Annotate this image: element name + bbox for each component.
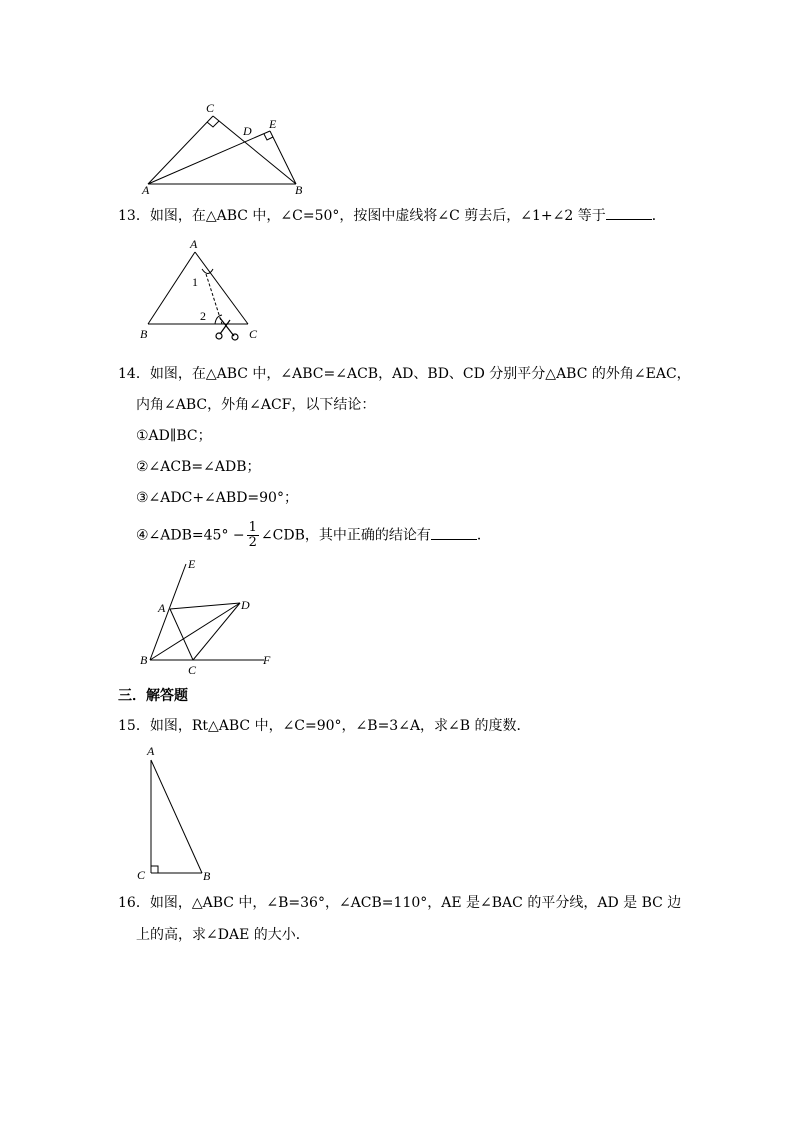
c4-pre: ④∠ADB=45° <box>136 527 229 544</box>
q13-text: 13．如图，在△ABC 中，∠C=50°，按图中虚线将∠C 剪去后，∠1+∠2 等于 <box>118 208 606 224</box>
fraction-numerator: 1 <box>248 520 257 535</box>
c4-sign: − <box>232 527 245 544</box>
answer-blank <box>431 527 477 540</box>
figure-q12-triangle <box>138 98 318 198</box>
conclusion-3: ③∠ADC+∠ABD=90°； <box>136 490 298 506</box>
c4-end: ． <box>476 527 491 544</box>
question-14-line-1: 14．如图，在△ABC 中，∠ABC=∠ACB，AD、BD、CD 分别平分△ABC 的外角∠EAC， <box>118 366 691 382</box>
c4-post: ∠CDB，其中正确的结论有 <box>260 527 431 544</box>
scissors-icon <box>216 318 238 340</box>
answer-blank <box>606 207 652 220</box>
label-d: D <box>243 124 252 138</box>
question-13 <box>118 206 666 226</box>
question-16-line-2: 上的高，求∠DAE 的大小． <box>136 927 310 943</box>
label-d: D <box>241 598 250 612</box>
label-c: C <box>206 101 215 115</box>
label-b: B <box>203 869 211 883</box>
label-e: E <box>269 117 277 131</box>
fraction-denominator: 2 <box>248 535 257 550</box>
conclusion-4 <box>136 521 491 550</box>
label-b: B <box>140 327 148 341</box>
label-c: C <box>137 868 146 882</box>
figure-q14-angle-bisectors <box>136 556 286 678</box>
label-b: B <box>140 653 148 667</box>
q13-end: ． <box>651 208 666 224</box>
fraction-one-half <box>247 521 259 550</box>
label-a: A <box>158 601 166 615</box>
label-e: E <box>188 557 196 571</box>
angle-1-label: 1 <box>192 275 198 289</box>
label-c: C <box>188 663 197 677</box>
figure-q13-cut-triangle <box>136 238 276 344</box>
conclusion-2: ②∠ACB=∠ADB； <box>136 459 261 475</box>
label-a: A <box>147 744 155 758</box>
label-f: F <box>263 653 271 667</box>
label-a: A <box>142 183 150 197</box>
label-c: C <box>249 327 258 341</box>
question-14-line-2: 内角∠ABC，外角∠ACF，以下结论： <box>136 397 376 413</box>
figure-q15-right-triangle <box>134 742 224 887</box>
conclusion-1: ①AD∥BC； <box>136 428 212 444</box>
question-15: 15．如图，Rt△ABC 中，∠C=90°，∠B=3∠A，求∠B 的度数． <box>118 718 531 734</box>
label-b: B <box>295 183 303 197</box>
label-a: A <box>190 238 198 251</box>
section-heading: 三．解答题 <box>118 688 188 704</box>
question-16-line-1: 16．如图，△ABC 中，∠B=36°，∠ACB=110°，AE 是∠BAC 的平分线，AD 是 BC 边 <box>118 895 682 911</box>
angle-2-label: 2 <box>200 309 206 323</box>
